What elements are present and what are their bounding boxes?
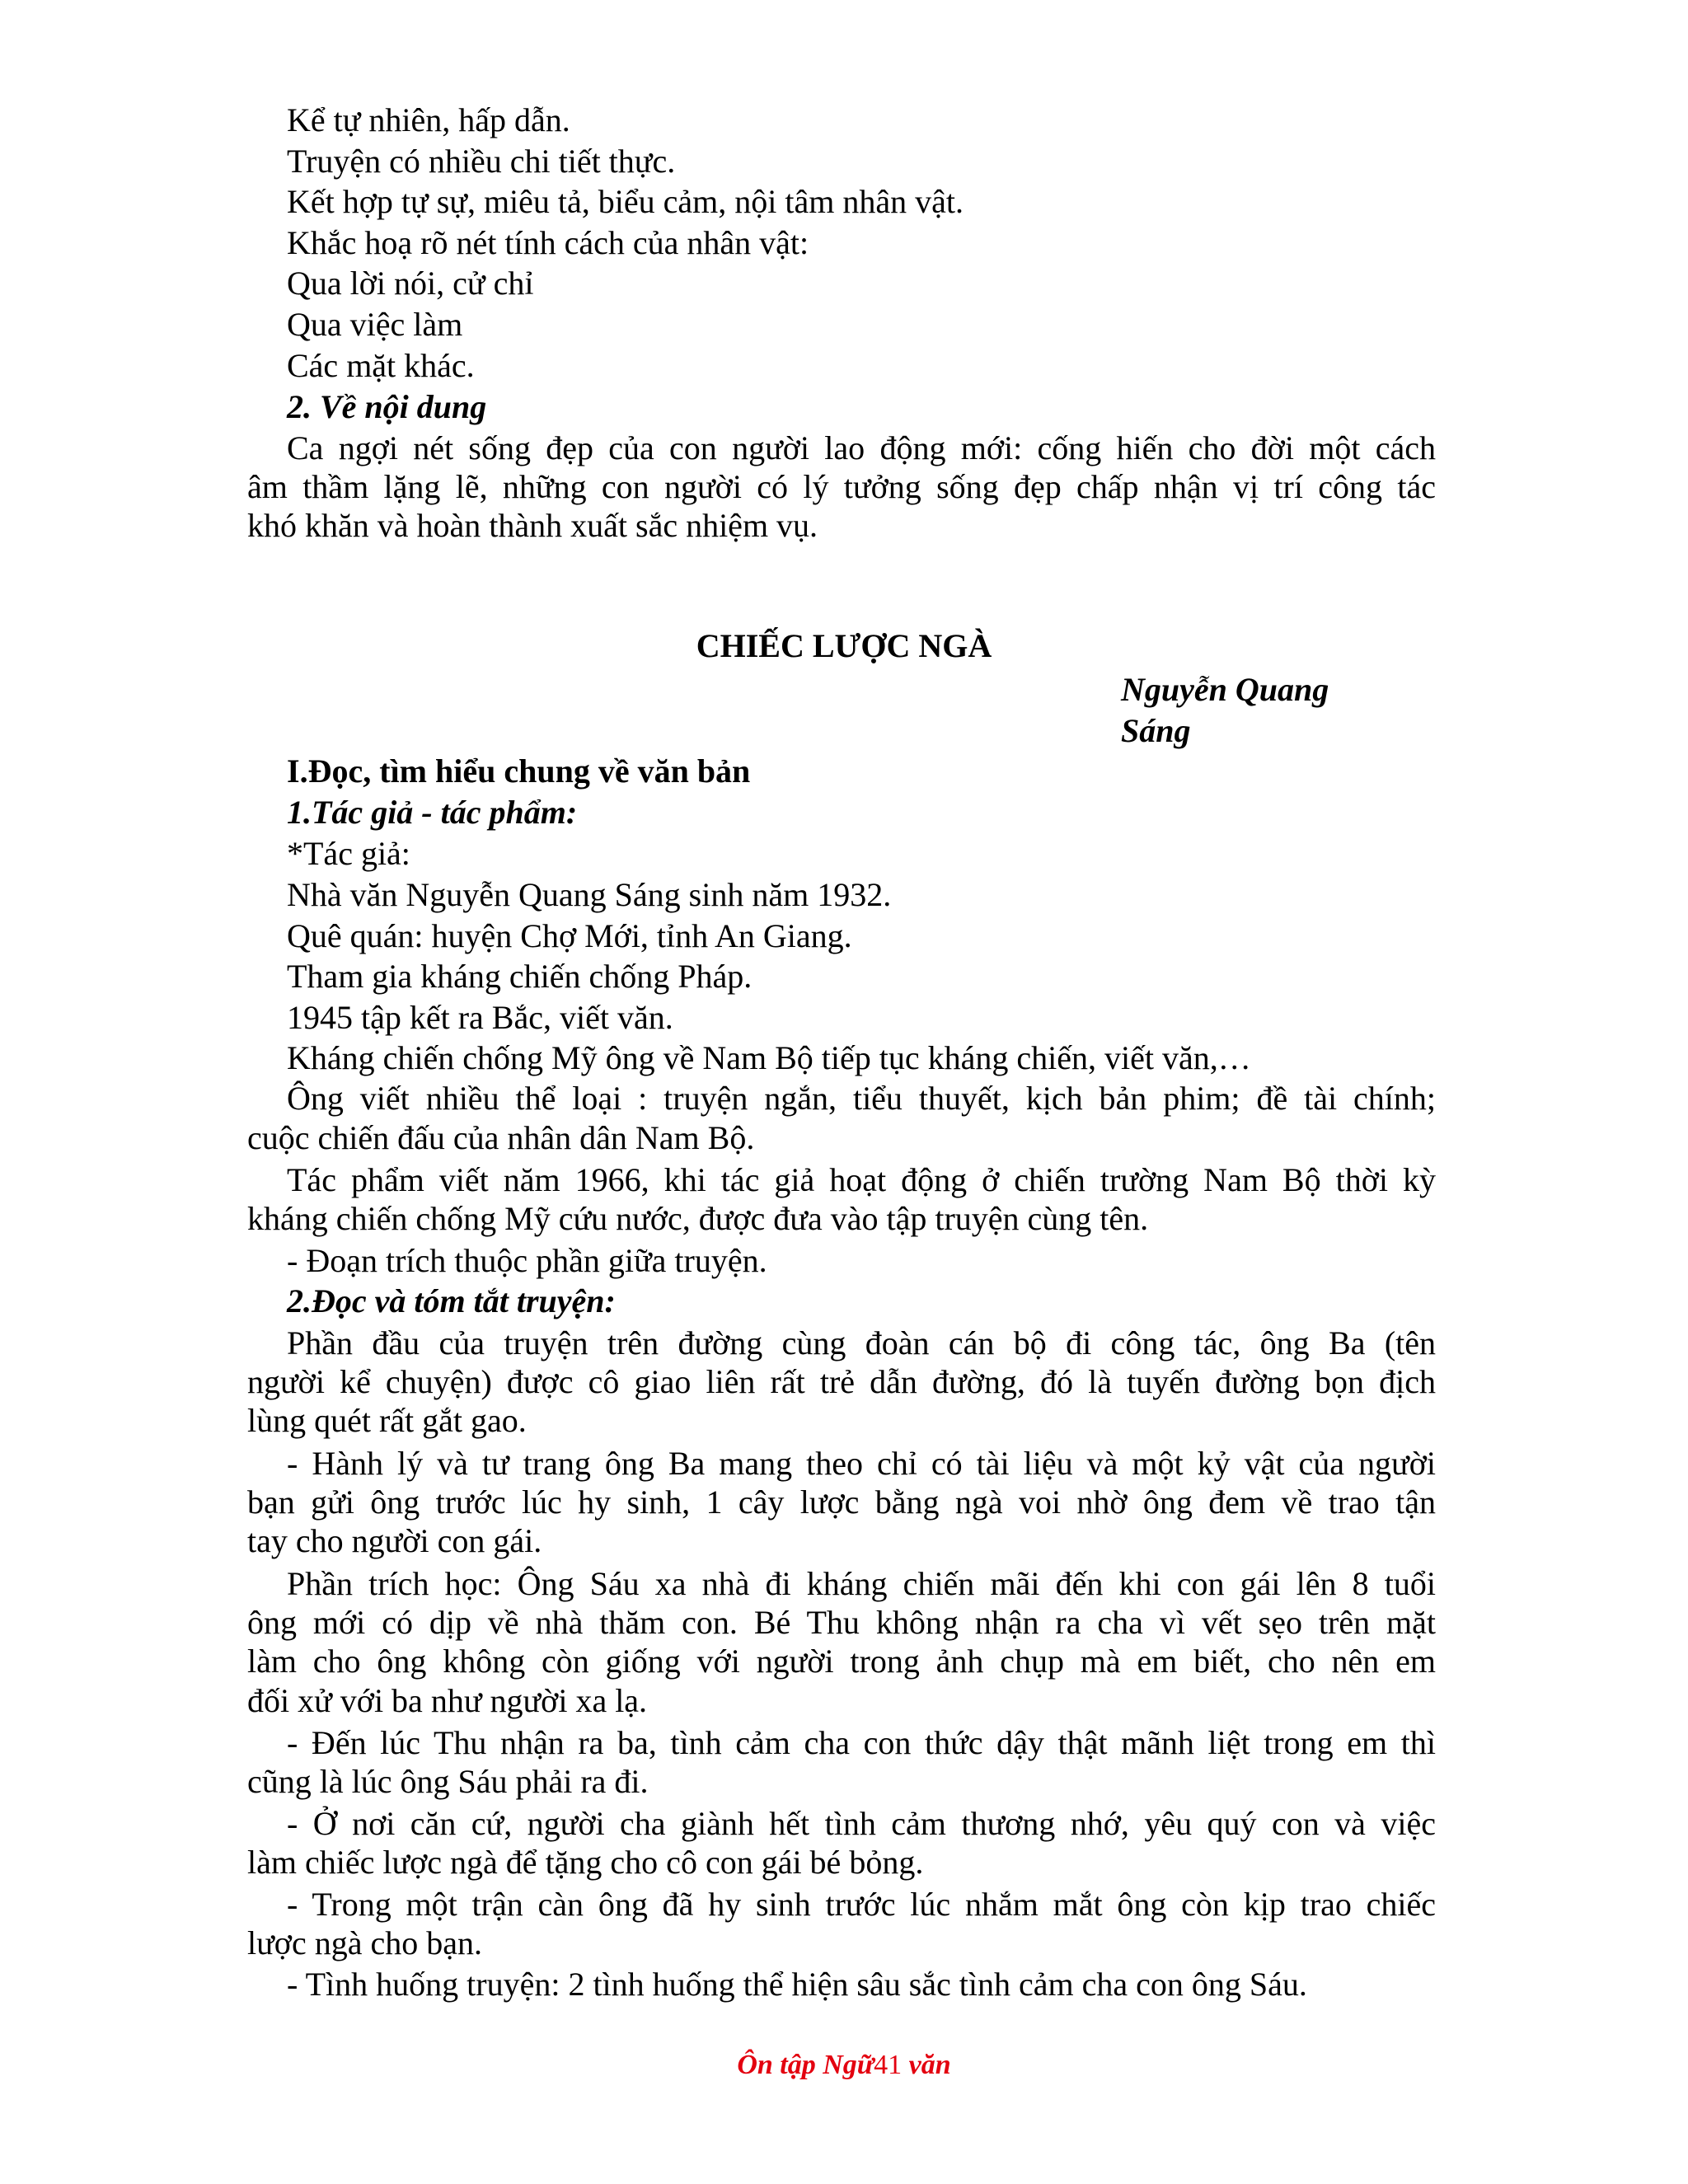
- paragraph-line: lùng quét rất gắt gao.: [247, 1402, 527, 1439]
- list-item: Quê quán: huyện Chợ Mới, tỉnh An Giang.: [287, 917, 852, 954]
- paragraph-line: cũng là lúc ông Sáu phải ra đi.: [247, 1763, 649, 1800]
- sub-heading: 1.Tác giả - tác phẩm:: [287, 794, 578, 831]
- list-item: 1945 tập kết ra Bắc, viết văn.: [287, 999, 673, 1036]
- paragraph-line: làm cho ông không còn giống với người trong ảnh chụp mà em biết, cho nên em: [247, 1643, 1436, 1680]
- footer-label: văn: [908, 2050, 951, 2080]
- list-item: Kháng chiến chống Mỹ ông về Nam Bộ tiếp tục kháng chiến, viết văn,…: [287, 1039, 1251, 1076]
- paragraph-line: Ca ngợi nét sống đẹp của con người lao động mới: cống hiến cho đời một cách: [287, 429, 1436, 466]
- paragraph-line: kháng chiến chống Mỹ cứu nước, được đưa vào tập truyện cùng tên.: [247, 1200, 1149, 1237]
- list-item: Kết hợp tự sự, miêu tả, biểu cảm, nội tâm nhân vật.: [287, 183, 964, 220]
- paragraph-line: đối xử với ba như người xa lạ.: [247, 1682, 648, 1719]
- list-item: Nhà văn Nguyễn Quang Sáng sinh năm 1932.: [287, 876, 892, 913]
- paragraph-line: khó khăn và hoàn thành xuất sắc nhiệm vụ.: [247, 507, 818, 544]
- page-title: CHIẾC LƯỢC NGÀ: [696, 627, 992, 664]
- list-item: Kể tự nhiên, hấp dẫn.: [287, 101, 570, 138]
- paragraph-line: - Hành lý và tư trang ông Ba mang theo chỉ có tài liệu và một kỷ vật của người: [287, 1445, 1436, 1482]
- paragraph-line: tay cho người con gái.: [247, 1522, 542, 1559]
- paragraph-line: - Trong một trận càn ông đã hy sinh trước lúc nhắm mắt ông còn kịp trao chiếc: [287, 1886, 1436, 1923]
- paragraph-line: Phần trích học: Ông Sáu xa nhà đi kháng chiến mãi đến khi con gái lên 8 tuổi: [287, 1565, 1436, 1602]
- paragraph-line: ông mới có dịp về nhà thăm con. Bé Thu không nhận ra cha vì vết sẹo trên mặt: [247, 1604, 1436, 1641]
- paragraph-line: người kể chuyện) được cô giao liên rất trẻ dẫn đường, đó là tuyến đường bọn địch: [247, 1363, 1436, 1400]
- paragraph-line: âm thầm lặng lẽ, những con người có lý tưởng sống đẹp chấp nhận vị trí công tác: [247, 468, 1436, 505]
- page-number: 41: [874, 2050, 903, 2080]
- paragraph-line: - Tình huống truyện: 2 tình huống thể hiện sâu sắc tình cảm cha con ông Sáu.: [287, 1966, 1307, 2003]
- paragraph-line: lược ngà cho bạn.: [247, 1924, 482, 1961]
- paragraph-line: bạn gửi ông trước lúc hy sinh, 1 cây lược bằng ngà voi nhờ ông đem về trao tận: [247, 1483, 1436, 1521]
- paragraph-line: - Đến lúc Thu nhận ra ba, tình cảm cha con thức dậy thật mãnh liệt trong em thì: [287, 1724, 1436, 1761]
- list-item: *Tác giả:: [287, 835, 410, 872]
- list-item: Khắc hoạ rõ nét tính cách của nhân vật:: [287, 224, 809, 261]
- list-item: Qua việc làm: [287, 306, 463, 343]
- list-item: Tham gia kháng chiến chống Pháp.: [287, 958, 753, 995]
- paragraph-line: cuộc chiến đấu của nhân dân Nam Bộ.: [247, 1119, 755, 1156]
- paragraph-line: Tác phẩm viết năm 1966, khi tác giả hoạt động ở chiến trường Nam Bộ thời kỳ: [287, 1161, 1436, 1198]
- paragraph-line: Ông viết nhiều thể loại : truyện ngắn, tiểu thuyết, kịch bản phim; đề tài chính;: [287, 1080, 1436, 1117]
- paragraph-line: làm chiếc lược ngà để tặng cho cô con gái bé bỏng.: [247, 1844, 924, 1881]
- sub-heading: 2.Đọc và tóm tắt truyện:: [287, 1282, 616, 1319]
- list-item: Truyện có nhiều chi tiết thực.: [287, 143, 676, 180]
- paragraph-line: Phần đầu của truyện trên đường cùng đoàn cán bộ đi công tác, ông Ba (tên: [287, 1324, 1436, 1361]
- paragraph-line: - Đoạn trích thuộc phần giữa truyện.: [287, 1242, 767, 1279]
- page-footer: [0, 2049, 1688, 2082]
- paragraph-line: - Ở nơi căn cứ, người cha giành hết tình cảm thương nhớ, yêu quý con và việc: [287, 1805, 1436, 1842]
- author-name: Nguyễn Quang Sáng: [1121, 671, 1329, 749]
- list-item: Qua lời nói, cử chỉ: [287, 265, 534, 302]
- list-item: Các mặt khác.: [287, 347, 475, 384]
- section-heading: I.Đọc, tìm hiểu chung về văn bản: [287, 752, 751, 790]
- footer-label: Ôn tập Ngữ: [737, 2050, 874, 2080]
- content-heading: 2. Về nội dung: [287, 388, 487, 425]
